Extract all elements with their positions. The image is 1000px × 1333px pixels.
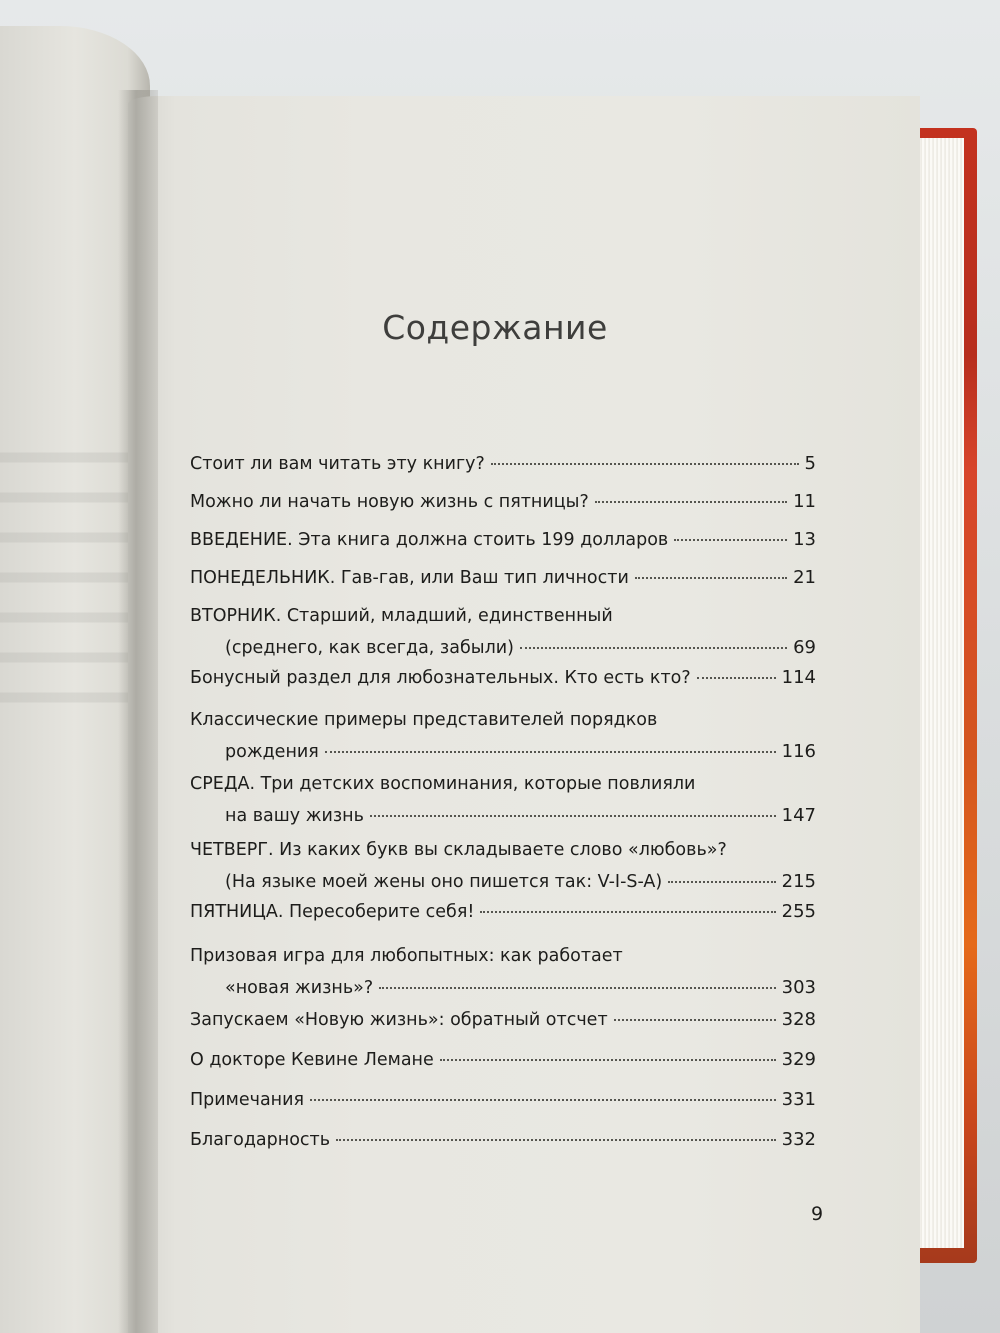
toc-page-number: 69 — [793, 637, 816, 658]
toc-page-number: 13 — [793, 529, 816, 550]
toc-leader-dots — [635, 577, 787, 579]
toc-entry-title: на вашу жизнь — [225, 806, 364, 826]
toc-entry-line — [190, 448, 816, 480]
toc-entry-line — [190, 600, 816, 632]
toc-page-number: 21 — [793, 567, 816, 588]
toc-entry — [190, 1044, 816, 1076]
toc-leader-dots — [440, 1059, 776, 1061]
toc-entry-title: Примечания — [190, 1090, 305, 1110]
toc-entry-title: рождения — [225, 742, 319, 762]
toc-entry — [190, 662, 816, 694]
toc-entry-title: Благодарность — [190, 1130, 331, 1150]
toc-entry-line — [190, 1084, 816, 1116]
toc-leader-dots — [370, 815, 776, 817]
toc-entry-line — [190, 736, 816, 768]
toc-entry-title: (среднего, как всегда, забыли) — [225, 638, 514, 658]
toc-entry-line — [190, 704, 816, 736]
toc-entry-line — [190, 972, 816, 1004]
toc-entry-title: Стоит ли вам читать эту книгу? — [190, 454, 485, 474]
page-title: Содержание — [382, 308, 608, 347]
toc-page-number: 114 — [781, 667, 816, 688]
toc-leader-dots — [480, 911, 775, 913]
toc-entry-line — [190, 1124, 816, 1156]
toc-entry-line — [190, 562, 816, 594]
toc-leader-dots — [595, 501, 787, 503]
toc-page-number: 332 — [781, 1129, 816, 1150]
toc-entry — [190, 704, 816, 768]
toc-entry — [190, 600, 816, 664]
toc-page-number: 147 — [781, 805, 816, 826]
toc-leader-dots — [491, 463, 799, 465]
toc-page-number: 331 — [781, 1089, 816, 1110]
toc-page-number: 303 — [781, 977, 816, 998]
toc-entry-title: ПЯТНИЦА. Пересоберите себя! — [190, 902, 475, 922]
toc-entry-line — [190, 486, 816, 518]
toc-entry-line — [190, 800, 816, 832]
toc-entry-line — [190, 768, 816, 800]
toc-entry-title: ЧЕТВЕРГ. Из каких букв вы складываете слово «любовь»? — [190, 840, 727, 860]
toc-leader-dots — [697, 677, 776, 679]
toc-entry-line — [190, 940, 816, 972]
toc-entry — [190, 562, 816, 594]
toc-entry-line — [190, 662, 816, 694]
toc-entry-title: «новая жизнь»? — [225, 978, 374, 998]
toc-entry-line — [190, 866, 816, 898]
book-gutter-shadow — [118, 90, 158, 1333]
toc-entry-title: (На языке моей жены оно пишется так: V-I-S-A) — [225, 872, 663, 892]
toc-page-number: 5 — [804, 453, 816, 474]
toc-page-number: 11 — [793, 491, 816, 512]
toc-entry-line — [190, 632, 816, 664]
toc-leader-dots — [614, 1019, 776, 1021]
toc-entry — [190, 524, 816, 556]
toc-entry-title: О докторе Кевине Лемане — [190, 1050, 434, 1070]
toc-entry-title: СРЕДА. Три детских воспоминания, которые повлияли — [190, 774, 696, 794]
toc-entry-title: ВВЕДЕНИЕ. Эта книга должна стоить 199 долларов — [190, 530, 669, 550]
toc-page-number: 215 — [781, 871, 816, 892]
toc-leader-dots — [379, 987, 775, 989]
toc-entry-title: Можно ли начать новую жизнь с пятницы? — [190, 492, 589, 512]
toc-page-number: 255 — [781, 901, 816, 922]
toc-entry — [190, 940, 816, 1004]
page-number: 9 — [810, 1203, 824, 1225]
toc-page-number: 116 — [781, 741, 816, 762]
toc-page-number: 328 — [781, 1009, 816, 1030]
toc-entry — [190, 834, 816, 898]
toc-entry — [190, 486, 816, 518]
toc-entry — [190, 1084, 816, 1116]
toc-entry — [190, 1124, 816, 1156]
toc-entry — [190, 896, 816, 928]
toc-entry-line — [190, 834, 816, 866]
toc-leader-dots — [520, 647, 787, 649]
toc-entry-title: Призовая игра для любопытных: как работает — [190, 946, 623, 966]
toc-entry-title: Запускаем «Новую жизнь»: обратный отсчет — [190, 1010, 608, 1030]
toc-entry-line — [190, 1004, 816, 1036]
toc-entry — [190, 1004, 816, 1036]
toc-entry-title: Бонусный раздел для любознательных. Кто есть кто? — [190, 668, 691, 688]
toc-entry-line — [190, 896, 816, 928]
toc-leader-dots — [325, 751, 776, 753]
toc-entry-title: Классические примеры представителей порядков — [190, 710, 658, 730]
toc-leader-dots — [674, 539, 787, 541]
toc-entry-title: ПОНЕДЕЛЬНИК. Гав-гав, или Ваш тип личности — [190, 568, 629, 588]
toc-leader-dots — [668, 881, 775, 883]
toc-entry-line — [190, 1044, 816, 1076]
toc-entry — [190, 768, 816, 832]
toc-entry — [190, 448, 816, 480]
toc-entry-line — [190, 524, 816, 556]
toc-leader-dots — [336, 1139, 776, 1141]
toc-leader-dots — [310, 1099, 776, 1101]
toc-entry-title: ВТОРНИК. Старший, младший, единственный — [190, 606, 613, 626]
toc-page-number: 329 — [781, 1049, 816, 1070]
